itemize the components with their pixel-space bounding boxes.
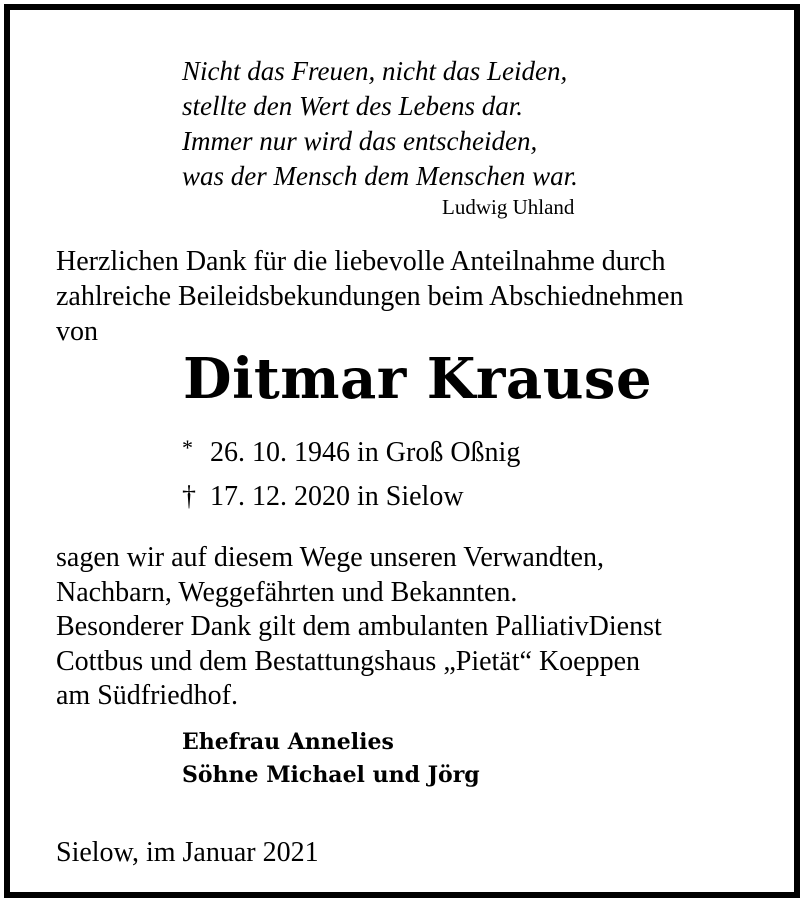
intro-text [56,244,683,349]
birth-star-icon: * [182,435,193,460]
thanks-line: Nachbarn, Weggefährten und Bekannten. [56,576,518,608]
thanks-line: Cottbus und dem Bestattungshaus „Pietät“ Koeppen [56,645,641,677]
thanks-line: sagen wir auf diesem Wege unseren Verwandten, [56,542,604,573]
death-date: 17. 12. 2020 in Sielow [210,481,464,512]
deceased-name: Ditmar Krause [183,346,653,412]
birth-date-row [182,431,520,470]
poem-line: Immer nur wird das entscheiden, [182,126,538,156]
thanks-line: am Südfriedhof. [56,680,238,711]
signer-line: Ehefrau Annelies [182,729,394,755]
death-date-row [182,480,464,514]
poem-quote [182,54,578,194]
intro-line: von [56,316,98,347]
signer-line: Söhne Michael und Jörg [182,762,480,788]
poem-line: Nicht das Freuen, nicht das Leiden, [182,56,568,86]
poem-author: Ludwig Uhland [442,195,575,219]
intro-line: Herzlichen Dank für die liebevolle Anteilnahme durch [56,246,666,277]
thanks-line: Besonderer Dank gilt dem ambulanten PalliativDienst [56,611,662,642]
thanks-text [56,541,662,714]
birth-date: 26. 10. 1946 in Groß Oßnig [210,437,521,468]
poem-line: was der Mensch dem Menschen war. [182,161,578,191]
signers [182,726,480,792]
death-cross-icon: † [182,481,196,512]
place-date: Sielow, im Januar 2021 [56,837,319,868]
intro-line: zahlreiche Beileidsbekundungen beim Abschiednehmen [56,281,684,312]
poem-line: stellte den Wert des Lebens dar. [182,91,523,121]
obituary-card [4,4,800,898]
